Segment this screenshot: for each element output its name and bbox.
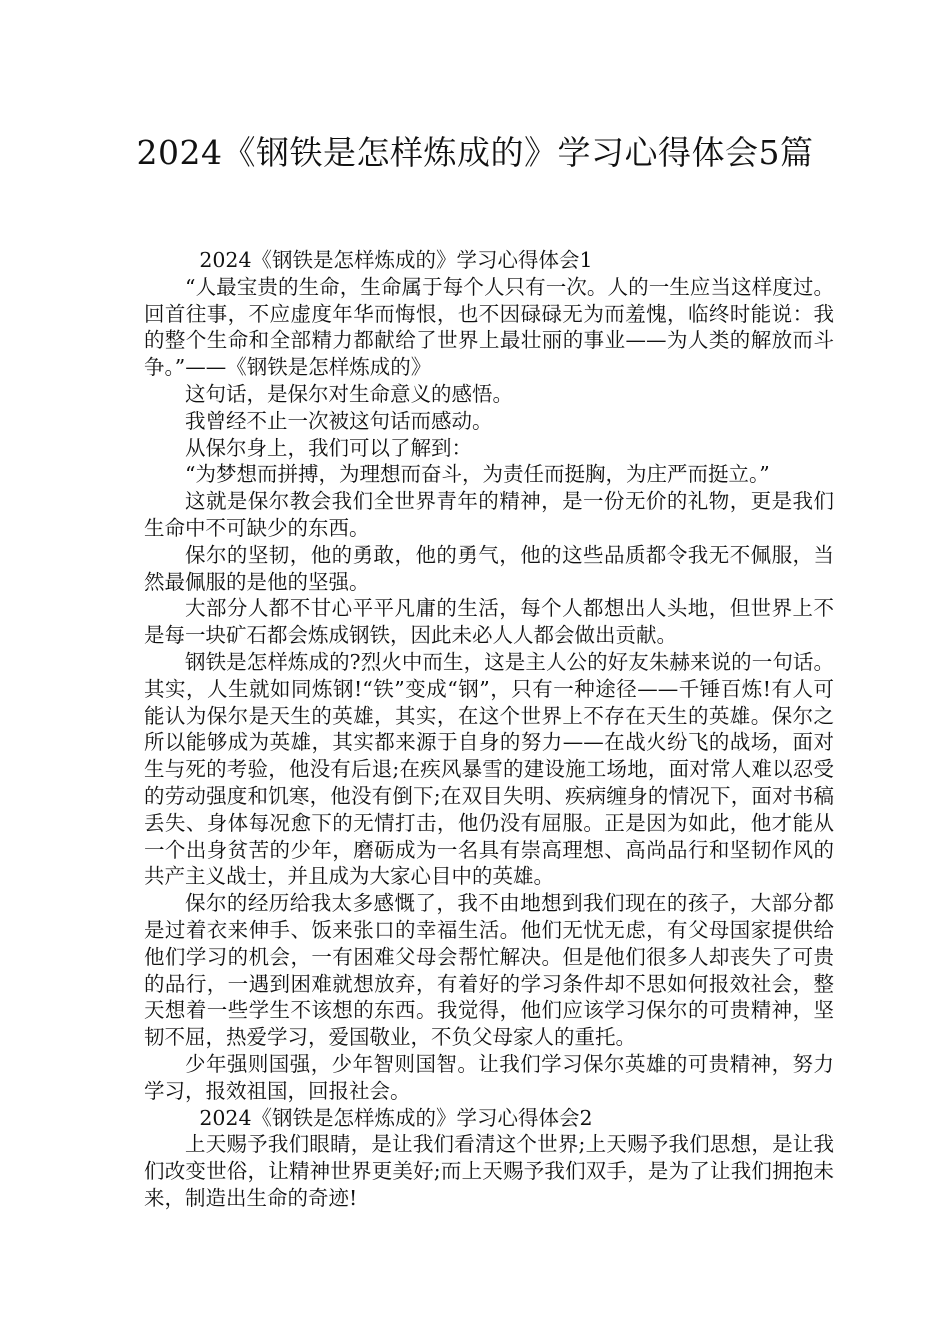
paragraph: 上天赐予我们眼睛，是让我们看清这个世界;上天赐予我们思想，是让我们改变世俗，让精神世界更美好;而上天赐予我们双手，是为了让我们拥抱未来，制造出生命的奇迹!: [144, 1132, 834, 1210]
section-heading: 2024《钢铁是怎样炼成的》学习心得体会1: [199, 248, 593, 272]
paragraph: 大部分人都不甘心平平凡庸的生活，每个人都想出人头地，但世界上不是每一块矿石都会炼成钢铁，因此未必人人都会做出贡献。: [144, 596, 834, 648]
paragraph: 我曾经不止一次被这句话而感动。: [185, 408, 493, 433]
document-body: [144, 247, 834, 1212]
paragraph: 从保尔身上，我们可以了解到：: [185, 435, 472, 460]
section-heading: 2024《钢铁是怎样炼成的》学习心得体会2: [199, 1105, 593, 1130]
paragraph: 保尔的经历给我太多感慨了，我不由地想到我们现在的孩子，大部分都是过着衣来伸手、饭来张口的幸福生活。他们无忧无虑，有父母国家提供给他们学习的机会，一有困难父母会帮忙解决。但是他们很多人却丧失了可贵的品行，一遇到困难就想放弃，有着好的学习条件却不思如何报效社会，整天想着一些学生不该想的东西。我觉得，他们应该学习保尔的可贵精神，坚韧不屈，热爱学习，爱国敬业，不负父母家人的重托。: [144, 891, 834, 1050]
paragraph: 少年强则国强，少年智则国智。让我们学习保尔英雄的可贵精神，努力学习，报效祖国，回报社会。: [144, 1051, 834, 1103]
document-title: 2024《钢铁是怎样炼成的》学习心得体会5篇: [136, 133, 814, 172]
paragraph: 这句话，是保尔对生命意义的感悟。: [185, 381, 513, 406]
paragraph: “为梦想而拼搏，为理想而奋斗，为责任而挺胸，为庄严而挺立。”: [185, 462, 770, 487]
paragraph: 这就是保尔教会我们全世界青年的精神，是一份无价的礼物，更是我们生命中不可缺少的东西。: [144, 489, 834, 540]
paragraph: “人最宝贵的生命，生命属于每个人只有一次。人的一生应当这样度过。回首往事，不应虚度年华而悔恨，也不因碌碌无为而羞愧，临终时能说：我的整个生命和全部精力都献给了世界上最壮丽的事业——为人类的解放而斗争。”——《钢铁是怎样炼成的》: [144, 274, 834, 380]
paragraph: 钢铁是怎样炼成的?烈火中而生，这是主人公的好友朱赫来说的一句话。其实，人生就如同炼钢!“铁”变成“钢”，只有一种途径——千锤百炼!有人可能认为保尔是天生的英雄，其实，在这个世界上不存在天生的英雄。保尔之所以能够成为英雄，其实都来源于自身的努力——在战火纷飞的战场，面对生与死的考验，他没有后退;在疾风暴雪的建设施工场地，面对常人难以忍受的劳动强度和饥寒，他没有倒下;在双目失明、疾病缠身的情况下，面对书稿丢失、身体每况愈下的无情打击，他仍没有屈服。正是因为如此，他才能从一个出身贫苦的少年，磨砺成为一名具有崇高理想、高尚品行和坚韧作风的共产主义战士，并且成为大家心目中的英雄。: [144, 649, 834, 889]
paragraph: 保尔的坚韧，他的勇敢，他的勇气，他的这些品质都令我无不佩服，当然最佩服的是他的坚强。: [144, 542, 834, 594]
